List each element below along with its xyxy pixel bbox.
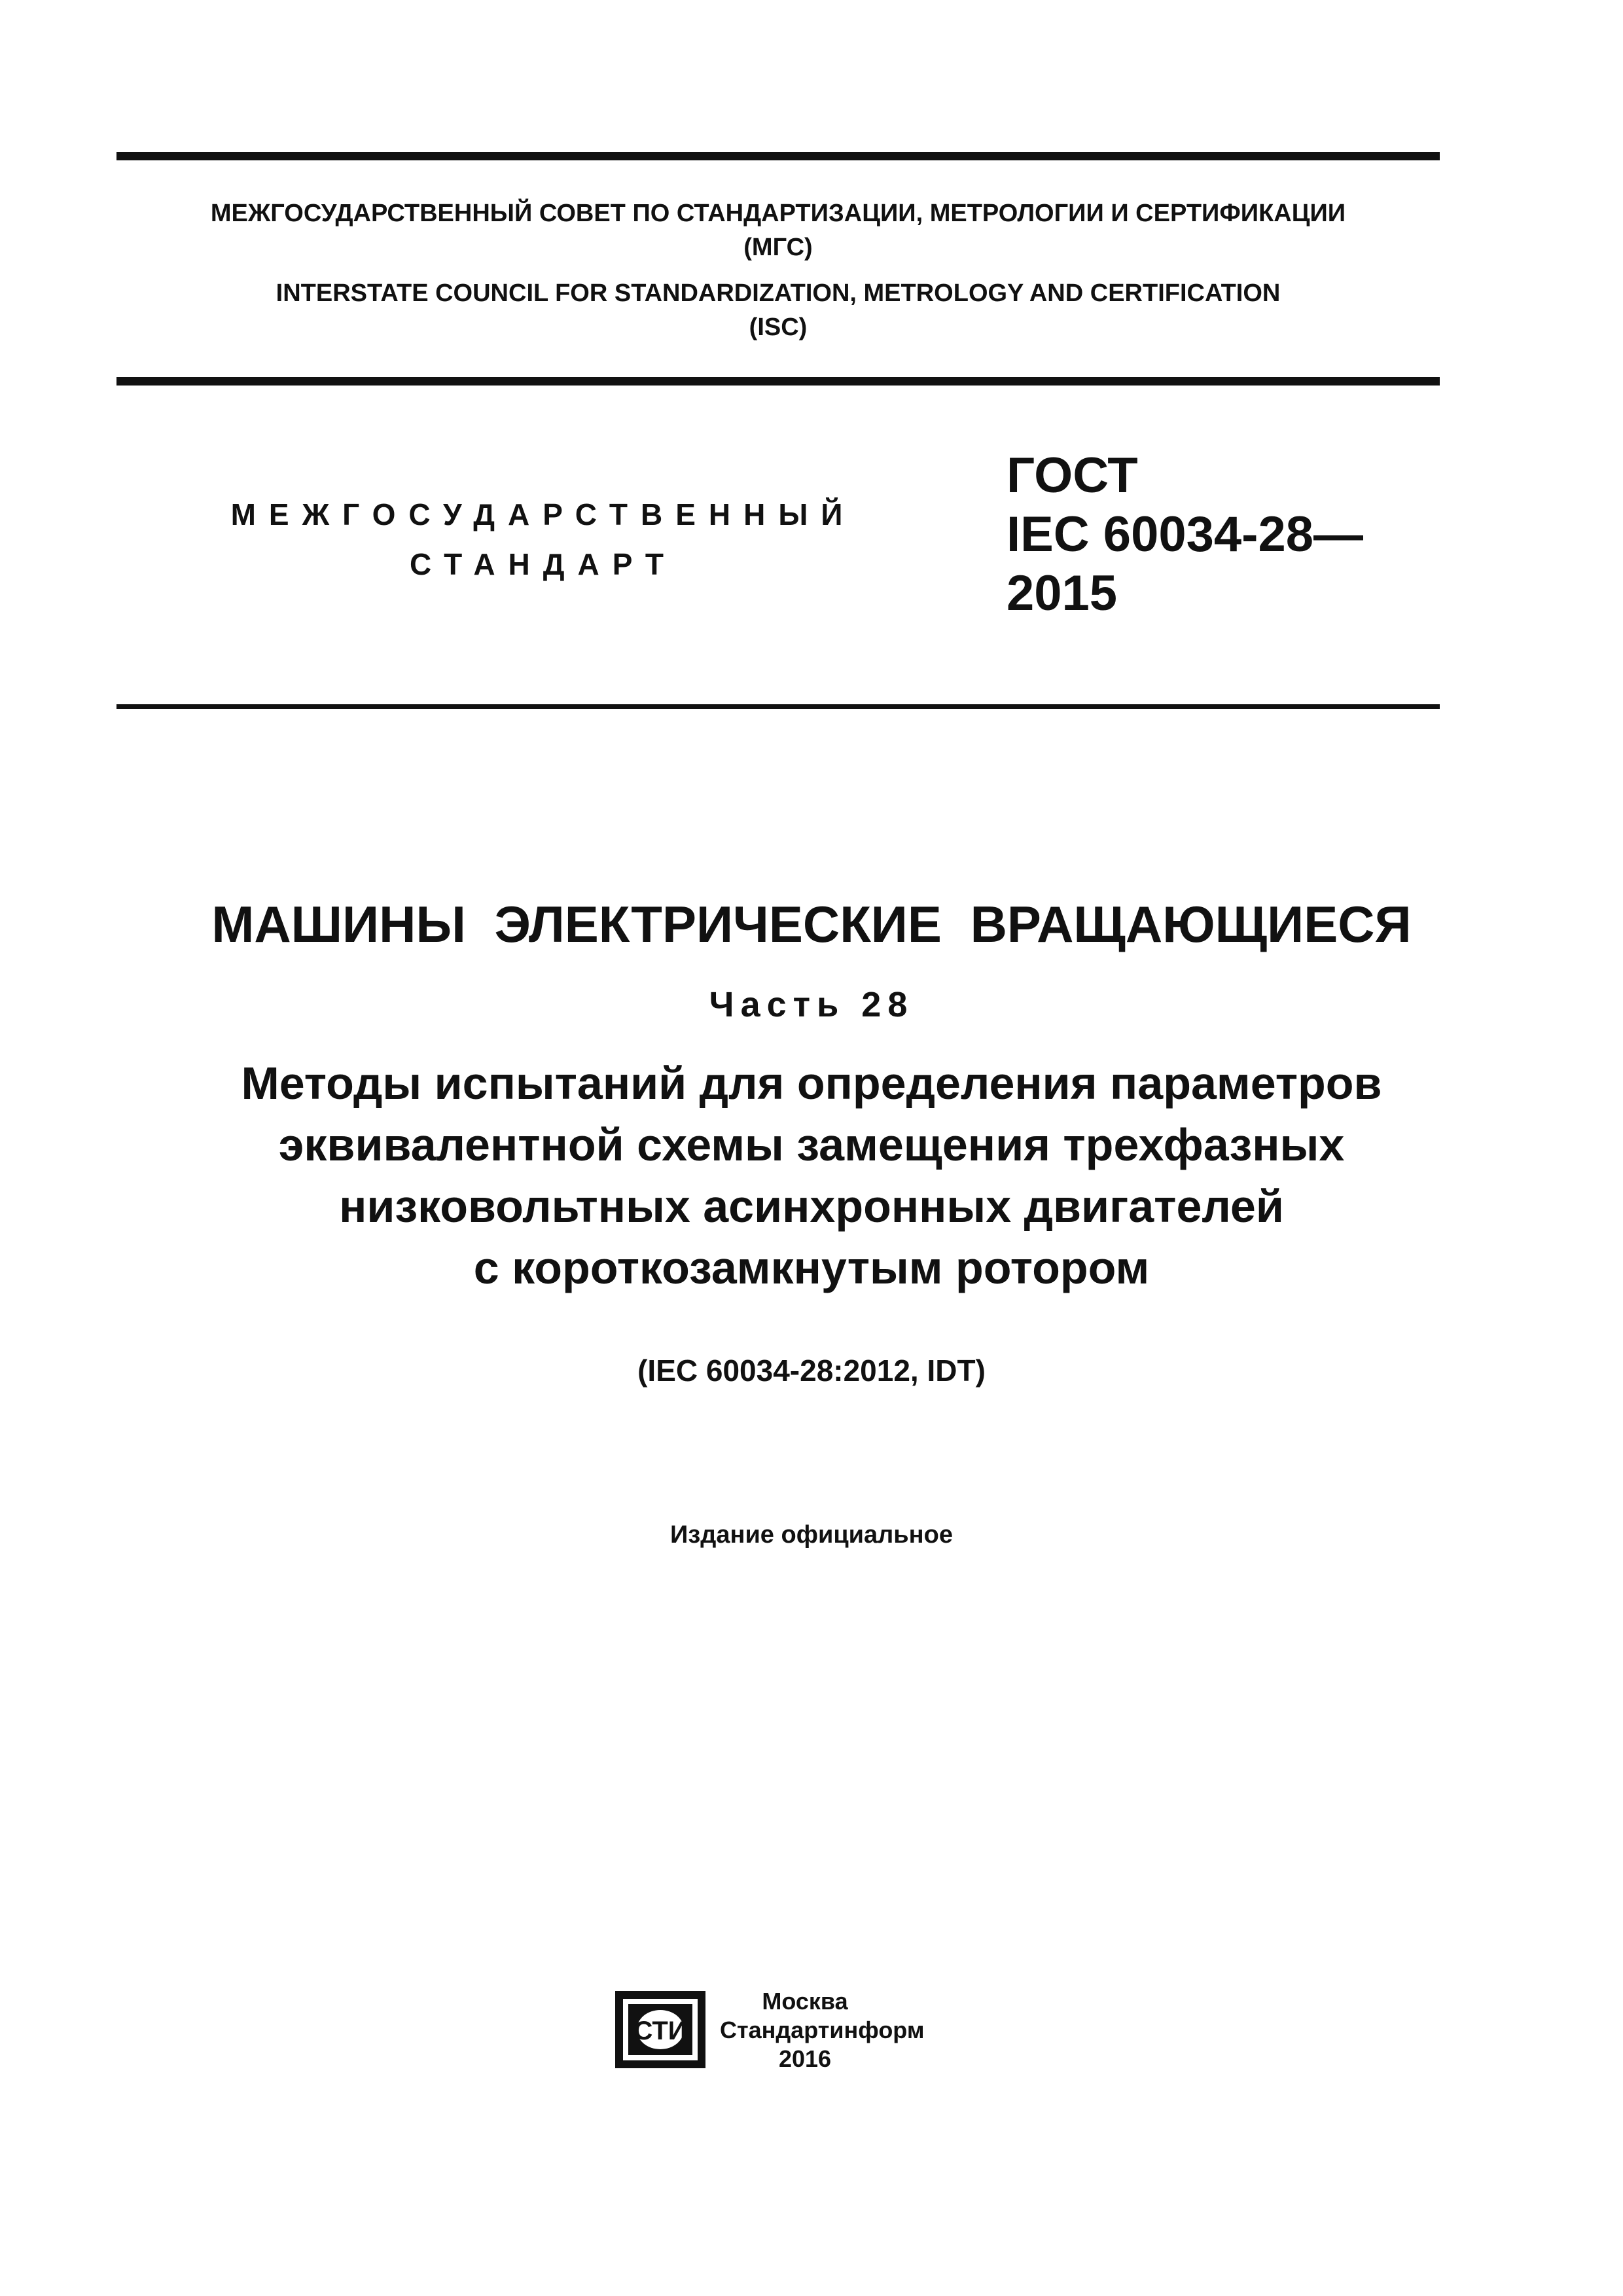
subtitle	[79, 1052, 1544, 1299]
council-name-ru-line1: МЕЖГОСУДАРСТВЕННЫЙ СОВЕТ ПО СТАНДАРТИЗАЦИИ, МЕТРОЛОГИИ И СЕРТИФИКАЦИИ	[210, 200, 1346, 227]
standard-designation-line3: 2015	[1007, 565, 1118, 621]
council-name-ru	[116, 196, 1440, 264]
iec-reference: (IEC 60034-28:2012, IDT)	[637, 1354, 986, 1388]
publisher-year: 2016	[778, 2045, 832, 2072]
edition-note: Издание официальное	[670, 1521, 953, 1549]
subtitle-line: низковольтных асинхронных двигателей	[339, 1181, 1284, 1232]
publisher-block	[720, 1987, 925, 2073]
middle-rule	[116, 377, 1440, 386]
subtitle-line: с короткозамкнутым ротором	[473, 1242, 1150, 1293]
standard-kind	[196, 490, 890, 589]
council-name-en-line1: INTERSTATE COUNCIL FOR STANDARDIZATION, METROLOGY AND CERTIFICATION	[276, 279, 1281, 307]
logo-text: СТИ	[633, 2017, 687, 2045]
publisher-name: Стандартинформ	[720, 2017, 925, 2043]
standard-kind-line2: СТАНДАРТ	[410, 547, 677, 581]
subtitle-line: эквивалентной схемы замещения трехфазных	[278, 1119, 1345, 1170]
publisher-city: Москва	[762, 1988, 848, 2015]
subtitle-line: Методы испытаний для определения параметров	[241, 1058, 1382, 1109]
council-name-ru-abbr: (МГС)	[743, 234, 813, 261]
standartinform-logo-icon	[615, 1991, 705, 2068]
part-label: Часть 28	[709, 985, 914, 1024]
bottom-rule	[116, 704, 1440, 709]
council-name-en	[116, 276, 1440, 344]
standard-designation	[1007, 446, 1438, 623]
standard-designation-line2: IEC 60034-28—	[1007, 507, 1363, 562]
top-rule	[116, 152, 1440, 160]
main-title: МАШИНЫ ЭЛЕКТРИЧЕСКИЕ ВРАЩАЮЩИЕСЯ	[211, 895, 1412, 953]
standard-designation-line1: ГОСТ	[1007, 448, 1138, 503]
council-name-en-abbr: (ISC)	[749, 314, 808, 341]
standard-kind-line1: МЕЖГОСУДАРСТВЕННЫЙ	[230, 497, 856, 531]
